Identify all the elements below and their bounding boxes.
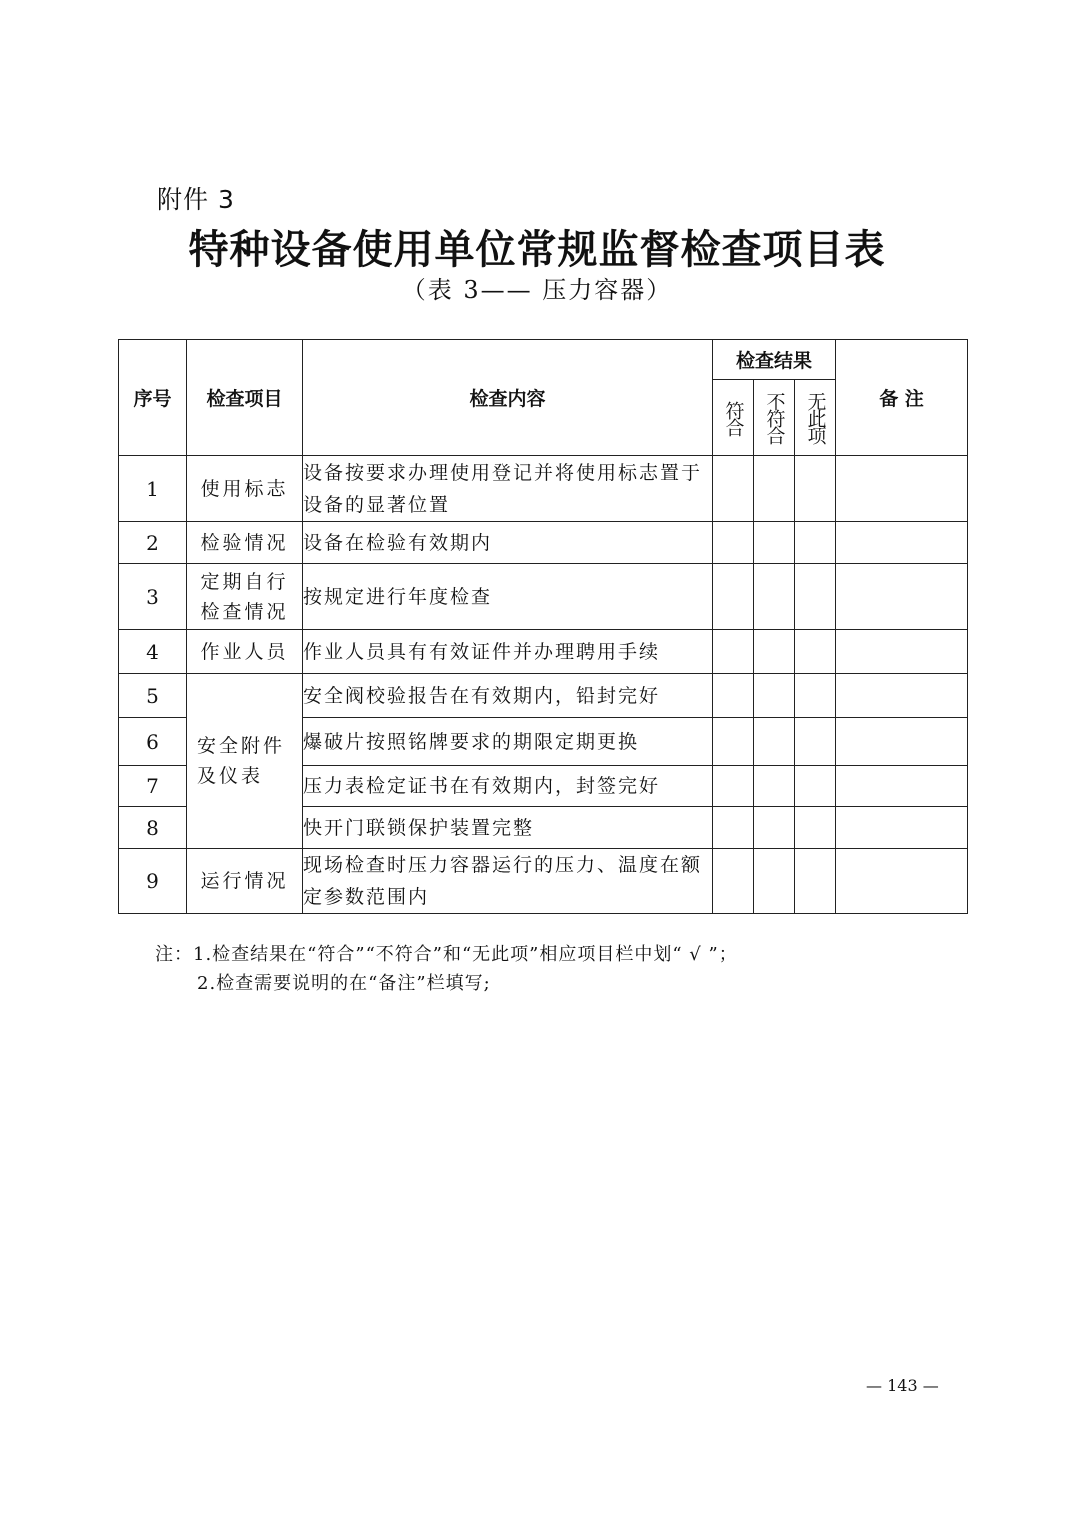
row-item: 作业人员	[187, 630, 303, 674]
row-content: 现场检查时压力容器运行的压力、温度在额定参数范围内	[303, 849, 713, 914]
table-row	[119, 674, 968, 718]
note-line-1: 注：1.检查结果在“符合”“不符合”和“无此项”相应项目栏中划“ √ ”；	[155, 944, 738, 965]
row-item: 检验情况	[187, 522, 303, 564]
remarks-cell[interactable]	[836, 522, 968, 564]
header-content: 检查内容	[303, 340, 713, 456]
row-item-merged: 安全附件及仪表	[187, 674, 303, 849]
row-item: 使用标志	[187, 456, 303, 522]
row-number: 8	[119, 807, 187, 849]
row-item: 定期自行检查情况	[187, 564, 303, 630]
table-row	[119, 456, 968, 522]
page-title: 特种设备使用单位常规监督检查项目表	[188, 226, 886, 273]
conform-cell[interactable]	[713, 456, 754, 522]
row-number: 1	[119, 456, 187, 522]
row-content: 爆破片按照铭牌要求的期限定期更换	[303, 718, 713, 766]
row-number: 7	[119, 766, 187, 807]
row-content: 设备按要求办理使用登记并将使用标志置于设备的显著位置	[303, 456, 713, 522]
row-number: 6	[119, 718, 187, 766]
nonconform-cell[interactable]	[754, 718, 795, 766]
na-cell[interactable]	[795, 522, 836, 564]
na-cell[interactable]	[795, 807, 836, 849]
nonconform-cell[interactable]	[754, 849, 795, 914]
nonconform-cell[interactable]	[754, 456, 795, 522]
remarks-cell[interactable]	[836, 456, 968, 522]
row-number: 5	[119, 674, 187, 718]
row-item: 运行情况	[187, 849, 303, 914]
nonconform-cell[interactable]	[754, 564, 795, 630]
nonconform-cell[interactable]	[754, 674, 795, 718]
note-line-2: 2.检查需要说明的在“备注”栏填写;	[197, 973, 491, 994]
na-cell[interactable]	[795, 630, 836, 674]
table-row	[119, 849, 968, 914]
header-nonconform: 不符合	[763, 392, 786, 443]
row-number: 3	[119, 564, 187, 630]
table-row	[119, 630, 968, 674]
nonconform-cell[interactable]	[754, 807, 795, 849]
header-conform: 符合	[722, 400, 745, 435]
row-content: 安全阀校验报告在有效期内，铅封完好	[303, 674, 713, 718]
na-cell[interactable]	[795, 674, 836, 718]
header-seq: 序号	[119, 340, 187, 456]
row-content: 按规定进行年度检查	[303, 564, 713, 630]
nonconform-cell[interactable]	[754, 522, 795, 564]
row-content: 压力表检定证书在有效期内，封签完好	[303, 766, 713, 807]
nonconform-cell[interactable]	[754, 630, 795, 674]
header-row-top	[119, 340, 968, 380]
na-cell[interactable]	[795, 718, 836, 766]
conform-cell[interactable]	[713, 849, 754, 914]
remarks-cell[interactable]	[836, 718, 968, 766]
remarks-cell[interactable]	[836, 849, 968, 914]
conform-cell[interactable]	[713, 564, 754, 630]
header-remarks: 备 注	[836, 340, 968, 456]
attachment-label: 附件 3	[157, 185, 235, 214]
na-cell[interactable]	[795, 766, 836, 807]
na-cell[interactable]	[795, 849, 836, 914]
header-na-cell	[795, 380, 836, 456]
remarks-cell[interactable]	[836, 674, 968, 718]
row-number: 4	[119, 630, 187, 674]
row-content: 设备在检验有效期内	[303, 522, 713, 564]
page-subtitle: （表 3—— 压力容器）	[401, 276, 673, 304]
conform-cell[interactable]	[713, 522, 754, 564]
na-cell[interactable]	[795, 564, 836, 630]
remarks-cell[interactable]	[836, 766, 968, 807]
header-not-applicable: 无此项	[804, 392, 827, 443]
page-number: — 143 —	[866, 1376, 939, 1395]
header-nonconform-cell	[754, 380, 795, 456]
header-result: 检查结果	[713, 340, 836, 380]
row-number: 9	[119, 849, 187, 914]
remarks-cell[interactable]	[836, 630, 968, 674]
conform-cell[interactable]	[713, 718, 754, 766]
inspection-table	[118, 339, 968, 914]
conform-cell[interactable]	[713, 630, 754, 674]
nonconform-cell[interactable]	[754, 766, 795, 807]
remarks-cell[interactable]	[836, 807, 968, 849]
table-notes	[155, 940, 738, 998]
header-item: 检查项目	[187, 340, 303, 456]
header-conform-cell	[713, 380, 754, 456]
na-cell[interactable]	[795, 456, 836, 522]
conform-cell[interactable]	[713, 807, 754, 849]
conform-cell[interactable]	[713, 674, 754, 718]
table-row	[119, 564, 968, 630]
conform-cell[interactable]	[713, 766, 754, 807]
row-content: 快开门联锁保护装置完整	[303, 807, 713, 849]
row-content: 作业人员具有有效证件并办理聘用手续	[303, 630, 713, 674]
table-row	[119, 522, 968, 564]
row-number: 2	[119, 522, 187, 564]
remarks-cell[interactable]	[836, 564, 968, 630]
